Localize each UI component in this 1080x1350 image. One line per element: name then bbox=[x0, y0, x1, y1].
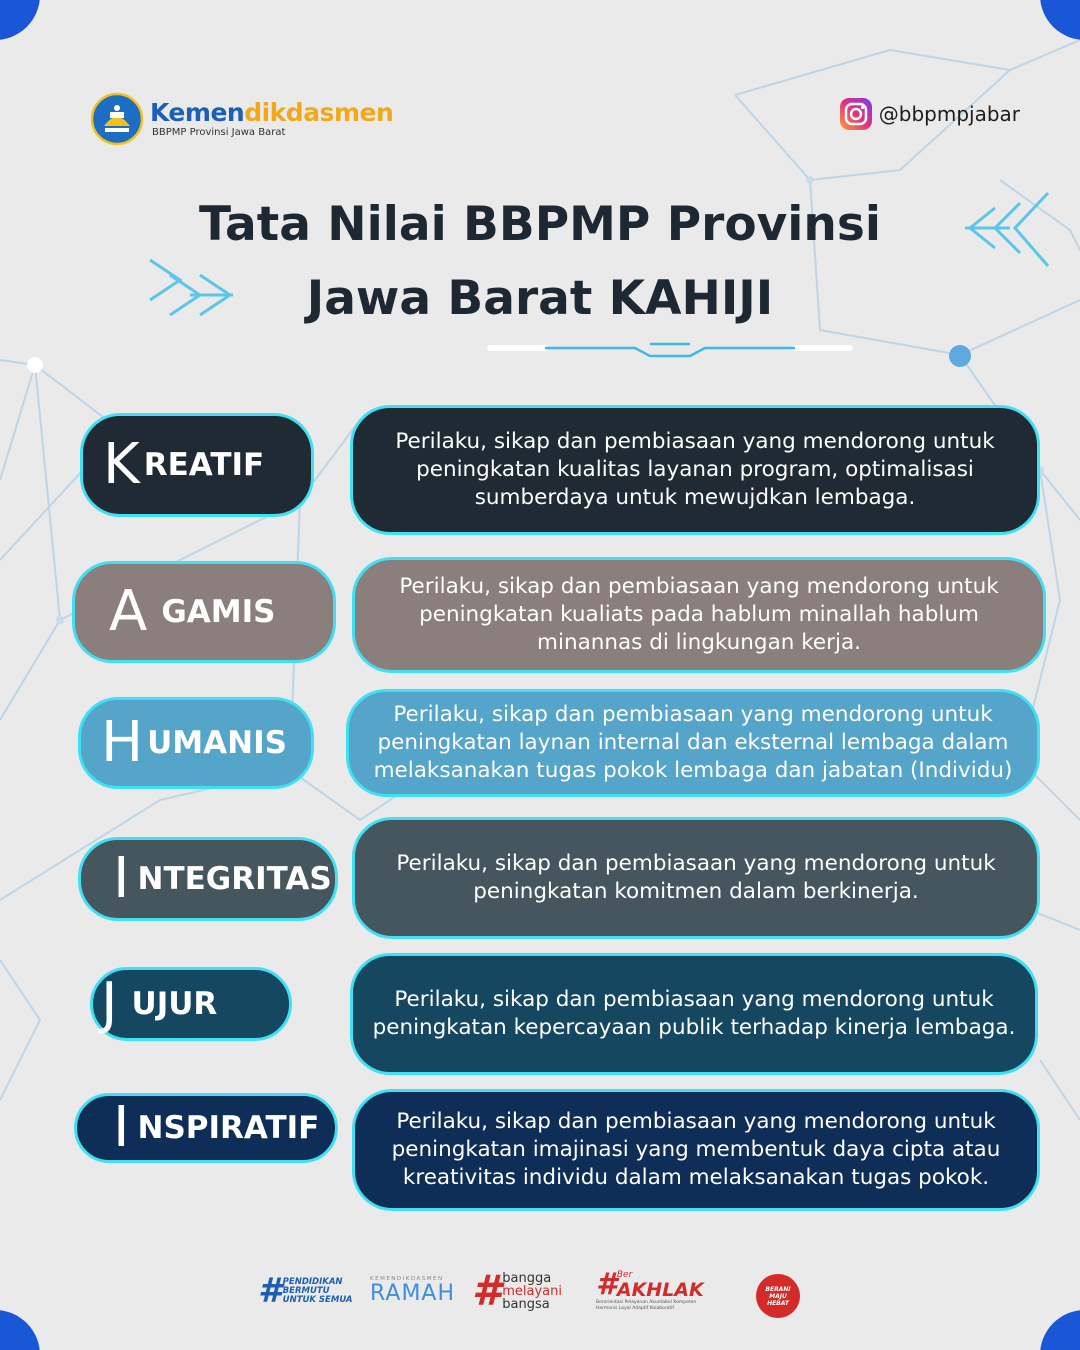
logo-brand-part2: dikdasmen bbox=[244, 98, 394, 127]
instagram-icon bbox=[839, 97, 873, 131]
value-description-humanis: Perilaku, sikap dan pembiasaan yang mendorong untuk peningkatan laynan internal dan eksternal lembaga dalam melaksanakan tugas pokok lembaga dan jabatan (Individu) bbox=[346, 689, 1040, 797]
badge-text: BERANI MAJU HEBAT bbox=[765, 1285, 791, 1307]
value-pill-kreatif bbox=[80, 413, 314, 517]
akhlak-sub1: Berorientasi Pelayanan Akuntabel Kompeten bbox=[596, 1300, 697, 1305]
tut-wuri-handayani-emblem-icon bbox=[90, 92, 144, 146]
logo-berakhlak bbox=[596, 1267, 704, 1312]
value-description-jujur: Perilaku, sikap dan pembiasaan yang mendorong untuk peningkatan kepercayaan publik terhadap kinerja lembaga. bbox=[350, 953, 1038, 1075]
value-pill-inspiratif bbox=[74, 1093, 338, 1163]
instagram-link[interactable] bbox=[839, 97, 1020, 131]
page-title-line2: Jawa Barat KAHIJI bbox=[306, 271, 774, 326]
value-letter: I bbox=[113, 1095, 130, 1160]
value-letter: K bbox=[103, 432, 140, 497]
page-title-line1: Tata Nilai BBPMP Provinsi bbox=[199, 197, 881, 252]
instagram-handle: @bbpmpjabar bbox=[878, 102, 1020, 126]
header-logo bbox=[90, 92, 393, 146]
value-description-kreatif: Perilaku, sikap dan pembiasaan yang mendorong untuk peningkatan kualitas layanan program, optimalisasi sumberdaya untuk mewujdkan lembaga. bbox=[350, 405, 1040, 535]
value-pill-jujur bbox=[90, 967, 292, 1041]
footer-campaign-logos bbox=[0, 1268, 1080, 1328]
ramah-small: KEMENDIKDASMEN bbox=[370, 1276, 444, 1282]
bangga-line3: bangsa bbox=[502, 1296, 550, 1312]
logo-bangga-melayani bbox=[472, 1266, 562, 1315]
campaign1-line1: PENDIDIKAN bbox=[282, 1276, 343, 1287]
logo-brand-name bbox=[150, 99, 393, 127]
campaign1-line3: UNTUK SEMUA bbox=[282, 1294, 353, 1305]
value-letter: H bbox=[101, 710, 144, 775]
hashtag-icon: # bbox=[596, 1267, 617, 1302]
value-word: GAMIS bbox=[161, 594, 276, 630]
value-letter: A bbox=[109, 579, 148, 644]
value-word: NSPIRATIF bbox=[137, 1110, 320, 1146]
logo-berani-maju-hebat-badge bbox=[756, 1274, 800, 1318]
logo-subtitle: BBPMP Provinsi Jawa Barat bbox=[152, 127, 286, 138]
value-pill-agamis bbox=[72, 561, 336, 663]
akhlak-sub2: Harmonis Loyal Adaptif Kolaboratif bbox=[596, 1306, 675, 1311]
logo-brand-part1: Kemen bbox=[150, 98, 245, 127]
hashtag-icon: # bbox=[472, 1266, 502, 1315]
value-pill-humanis bbox=[78, 697, 314, 789]
bangga-line1: bangga bbox=[502, 1270, 552, 1286]
value-description-integritas: Perilaku, sikap dan pembiasaan yang mendorong untuk peningkatan komitmen dalam berkinerja. bbox=[352, 817, 1040, 939]
value-letter: J bbox=[101, 971, 118, 1036]
akhlak-ber: Ber bbox=[616, 1270, 633, 1280]
logo-ramah bbox=[370, 1276, 455, 1306]
value-pill-integritas bbox=[78, 837, 338, 921]
value-word: UMANIS bbox=[147, 725, 287, 761]
value-word: UJUR bbox=[131, 986, 218, 1022]
page-title bbox=[0, 188, 1080, 336]
hashtag-icon: # bbox=[258, 1271, 282, 1311]
logo-pendidikan-bermutu bbox=[258, 1271, 353, 1311]
value-description-agamis: Perilaku, sikap dan pembiasaan yang mendorong untuk peningkatan kualiats pada hablum minallah hablum minannas di lingkungan kerja. bbox=[352, 557, 1046, 673]
akhlak-word: AKHLAK bbox=[616, 1279, 704, 1301]
ramah-big: RAMAH bbox=[370, 1281, 456, 1306]
value-description-inspiratif: Perilaku, sikap dan pembiasaan yang mendorong untuk peningkatan imajinasi yang membentuk daya cipta atau kreativitas individu dalam melaksanakan tugas pokok. bbox=[352, 1089, 1040, 1211]
value-word: NTEGRITAS bbox=[137, 861, 332, 897]
value-word: REATIF bbox=[143, 447, 265, 483]
decorative-title-underline bbox=[485, 338, 855, 362]
bangga-line2: melayani bbox=[502, 1283, 562, 1299]
value-letter: I bbox=[113, 846, 130, 911]
campaign1-line2: BERMUTU bbox=[282, 1285, 330, 1296]
